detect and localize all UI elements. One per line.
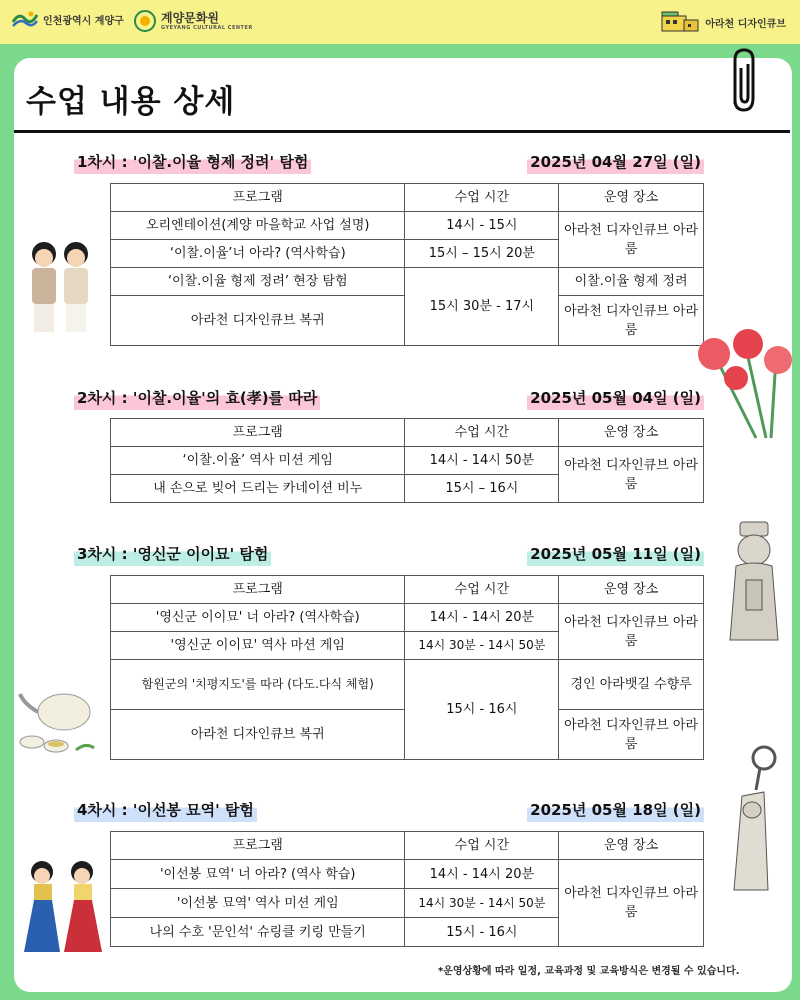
place-cell: 아라천 디자인큐브 아라룸 — [559, 447, 704, 503]
teapot-illustration — [16, 682, 106, 762]
org1-label: 인천광역시 계양구 — [43, 15, 124, 27]
org2-sub: GYEYANG CULTURAL CENTER — [161, 24, 253, 31]
time-cell: 15시 – 15시 20분 — [405, 240, 559, 268]
time-cell: 14시 - 15시 — [405, 212, 559, 240]
session-3-header — [74, 542, 704, 566]
col-place-header: 운영 장소 — [559, 184, 704, 212]
session-title: 3차시 : '영신군 이이묘' 탐험 — [74, 542, 271, 566]
session-date: 2025년 05월 11일 (일) — [527, 542, 704, 566]
table-header-row — [111, 832, 704, 860]
time-cell: 14시 - 14시 20분 — [405, 604, 559, 632]
table-row — [111, 268, 704, 296]
ara-design-cube-logo — [660, 10, 786, 34]
table-header-row — [111, 419, 704, 447]
time-cell: 15시 - 16시 — [405, 660, 559, 760]
table-row — [111, 447, 704, 475]
program-cell: '이선봉 묘역' 역사 미션 게임 — [111, 889, 405, 918]
design-cube-building-icon — [660, 10, 700, 34]
header-bar — [0, 0, 800, 44]
place-cell: 아라천 디자인큐브 아라룸 — [559, 710, 704, 760]
program-cell: 오리엔테이션(계양 마을학교 사업 설명) — [111, 212, 405, 240]
col-time-header: 수업 시간 — [405, 832, 559, 860]
session-2-header — [74, 386, 704, 410]
cultural-center-emblem-icon — [134, 10, 156, 32]
col-place-header: 운영 장소 — [559, 419, 704, 447]
stone-statue-illustration — [722, 520, 786, 645]
session-4-table — [110, 831, 704, 947]
time-cell: 14시 - 14시 20분 — [405, 860, 559, 889]
program-cell: 함원군의 '치평지도'를 따라 (다도.다식 체험) — [111, 660, 405, 710]
hanbok-girls-illustration — [18, 856, 108, 956]
table-header-row — [111, 576, 704, 604]
place-cell: 아라천 디자인큐브 아라룸 — [559, 604, 704, 660]
org2-name: 계양문화원 — [161, 10, 219, 25]
children-hanbok-illustration — [20, 232, 100, 342]
carnation-illustration — [686, 318, 796, 448]
program-cell: 내 손으로 빚어 드리는 카네이션 비누 — [111, 475, 405, 503]
col-program-header: 프로그램 — [111, 832, 405, 860]
paperclip-icon — [727, 46, 761, 116]
session-title: 4차시 : '이선봉 묘역' 탐험 — [74, 798, 257, 822]
table-row — [111, 604, 704, 632]
session-1-header — [74, 150, 704, 174]
time-cell: 15시 30분 - 17시 — [405, 268, 559, 346]
time-cell: 15시 – 16시 — [405, 475, 559, 503]
gyeyang-gu-emblem-icon — [12, 10, 38, 28]
place-cell: 아라천 디자인큐브 아라룸 — [559, 296, 704, 346]
session-4-header — [74, 798, 704, 822]
title-divider — [14, 130, 790, 133]
session-title: 1차시 : '이찰.이율 형제 정려' 탐험 — [74, 150, 311, 174]
time-cell: 14시 - 14시 50분 — [405, 447, 559, 475]
place-cell: 아라천 디자인큐브 아라룸 — [559, 212, 704, 268]
ara-design-cube-label: 아라천 디자인큐브 — [705, 18, 786, 30]
table-header-row — [111, 184, 704, 212]
gyeyang-cultural-center-logo — [134, 10, 253, 32]
time-cell: 14시 30분 - 14시 50분 — [405, 889, 559, 918]
col-place-header: 운영 장소 — [559, 576, 704, 604]
col-time-header: 수업 시간 — [405, 576, 559, 604]
table-row — [111, 860, 704, 889]
place-cell: 경인 아라뱃길 수향루 — [559, 660, 704, 710]
gyeyang-gu-logo — [12, 10, 124, 28]
session-2-table — [110, 418, 704, 503]
program-cell: '이선봉 묘역' 너 아라? (역사 학습) — [111, 860, 405, 889]
col-program-header: 프로그램 — [111, 184, 405, 212]
program-cell: 아라천 디자인큐브 복귀 — [111, 296, 405, 346]
page-title: 수업 내용 상세 — [26, 84, 236, 120]
session-3-table — [110, 575, 704, 760]
program-cell: '영신군 이이묘' 너 아라? (역사학습) — [111, 604, 405, 632]
table-row — [111, 212, 704, 240]
place-cell: 이찰.이율 형제 정려 — [559, 268, 704, 296]
program-cell: ‘이찰.이율’너 아라? (역사학습) — [111, 240, 405, 268]
col-time-header: 수업 시간 — [405, 184, 559, 212]
session-title: 2차시 : '이찰.이율'의 효(孝)를 따라 — [74, 386, 320, 410]
table-row — [111, 660, 704, 710]
program-cell: ‘이찰.이율’ 역사 미션 게임 — [111, 447, 405, 475]
session-date: 2025년 04월 27일 (일) — [527, 150, 704, 174]
time-cell: 15시 - 16시 — [405, 918, 559, 947]
col-time-header: 수업 시간 — [405, 419, 559, 447]
col-place-header: 운영 장소 — [559, 832, 704, 860]
keyring-illustration — [724, 744, 788, 894]
program-cell: 아라천 디자인큐브 복귀 — [111, 710, 405, 760]
place-cell: 아라천 디자인큐브 아라룸 — [559, 860, 704, 947]
program-cell: 나의 수호 '문인석' 슈링클 키링 만들기 — [111, 918, 405, 947]
session-date: 2025년 05월 18일 (일) — [527, 798, 704, 822]
session-date: 2025년 05월 04일 (일) — [527, 386, 704, 410]
session-1-table — [110, 183, 704, 346]
col-program-header: 프로그램 — [111, 419, 405, 447]
col-program-header: 프로그램 — [111, 576, 405, 604]
footnote: *운영상황에 따라 일정, 교육과정 및 교육방식은 변경될 수 있습니다. — [438, 966, 740, 977]
time-cell: 14시 30분 - 14시 50분 — [405, 632, 559, 660]
program-cell: ‘이찰.이율 형제 정려’ 현장 탐험 — [111, 268, 405, 296]
program-cell: '영신군 이이묘' 역사 마션 게임 — [111, 632, 405, 660]
